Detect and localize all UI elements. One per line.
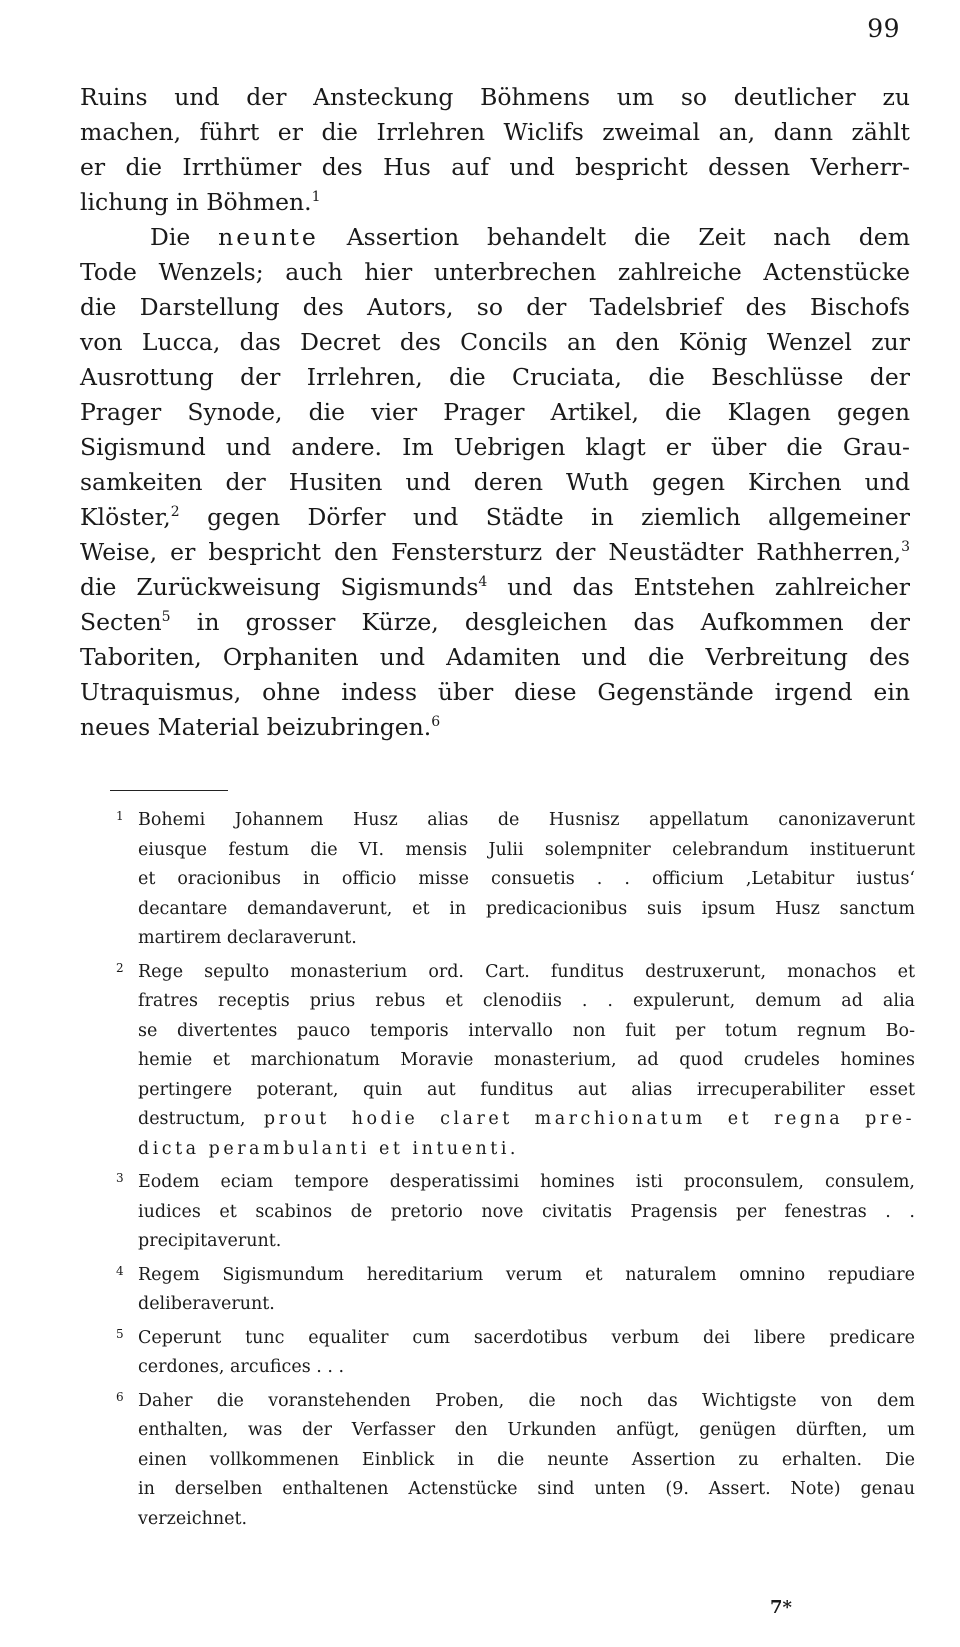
footnote-line: se divertentes pauco temporis intervallo non fuit per totum regnum Bo- <box>138 1020 915 1041</box>
footnote-line: eiusque festum die VI. mensis Julii solempniter celebrandum instituerunt <box>138 839 915 860</box>
footnote-6 <box>110 1387 915 1535</box>
footnote-5 <box>110 1324 915 1383</box>
footnote-line: Bohemi Johannem Husz alias de Husnisz appellatum canonizaverunt <box>138 810 915 830</box>
footnote-line: fratres receptis prius rebus et clenodiis . . expulerunt, demum ad alia <box>138 991 915 1011</box>
text-line: von Lucca, das Decret des Concils an den König Wenzel zur <box>80 328 910 356</box>
text-line: er die Irrthümer des Hus auf und bespricht dessen Verherr- <box>80 153 910 181</box>
footnote-ref: 4 <box>478 574 488 590</box>
footnote-line: martirem declaraverunt. <box>138 928 357 948</box>
footnote-line: Eodem eciam tempore desperatissimi homines isti proconsulem, consulem, <box>138 1172 915 1192</box>
text-fragment: destructum, <box>138 1109 246 1129</box>
footnote-ref: 5 <box>161 609 171 625</box>
text-fragment: die Zurückweisung Sigismunds <box>80 573 479 601</box>
footnote-line: Daher die voranstehenden Proben, die noch das Wichtigste von dem <box>138 1390 915 1411</box>
text-line <box>80 570 910 605</box>
footnote-line: Regem Sigismundum hereditarium verum et naturalem omnino repudiare <box>138 1264 915 1285</box>
footnote-line: dicta perambulanti et intuenti. <box>138 1138 519 1159</box>
text-line: Ruins und der Ansteckung Böhmens um so deutlicher zu <box>80 83 910 111</box>
text-fragment: Assertion behandelt die Zeit nach dem <box>346 223 910 251</box>
text-line <box>80 500 910 535</box>
text-fragment: und das Entstehen zahlreicher <box>507 573 910 601</box>
text-line: Taboriten, Orphaniten und Adamiten und die Verbreitung des <box>80 643 910 671</box>
footnote-line: verzeichnet. <box>138 1508 248 1529</box>
footnote-2 <box>110 958 915 1165</box>
footnote-line: cerdones, arcufices . . . <box>138 1357 345 1377</box>
emphasis-word: neunte <box>218 223 319 251</box>
footnote-line: enthalten, was der Verfasser den Urkunden anfügt, genügen dürften, um <box>138 1420 915 1440</box>
footnote-number: 3 <box>116 1171 124 1185</box>
text-line: Prager Synode, die vier Prager Artikel, die Klagen gegen <box>80 398 910 426</box>
text-line: Utraquismus, ohne indess über diese Gegenstände irgend ein <box>80 678 910 706</box>
text-line: Tode Wenzels; auch hier unterbrechen zahlreiche Actenstücke <box>80 258 910 286</box>
footnote-line: et oracionibus in officio misse consuetis . . officium ‚Letabitur iustus‘ <box>138 869 915 889</box>
body-text <box>80 80 910 745</box>
footnote-line: Rege sepulto monasterium ord. Cart. funditus destruxerunt, monachos et <box>138 961 915 982</box>
footnote-line: decantare demandaverunt, et in predicacionibus suis ipsum Husz sanctum <box>138 898 915 919</box>
emphasis-text: prout hodie claret marchionatum et regna pre- <box>263 1109 915 1129</box>
text-line <box>80 710 910 745</box>
footnote-ref: 3 <box>901 539 910 555</box>
footnote-ref: 6 <box>431 714 441 730</box>
footnote-divider <box>110 790 228 791</box>
footnote-line: iudices et scabinos de pretorio nove civitatis Pragensis per fenestras . . <box>138 1201 915 1222</box>
text-fragment: Die <box>150 223 191 251</box>
footnote-3 <box>110 1168 915 1257</box>
footnote-number: 2 <box>116 960 124 975</box>
page-number: 99 <box>867 14 900 43</box>
text-fragment: Klöster, <box>80 503 171 531</box>
text-fragment: Weise, er bespricht den Fenstersturz der Neustädter Rathherren, <box>80 538 902 566</box>
footnote-number: 5 <box>116 1326 124 1341</box>
text-line: die Darstellung des Autors, so der Tadelsbrief des Bischofs <box>80 293 910 321</box>
footnote-number: 4 <box>116 1263 124 1278</box>
text-fragment: lichung in Böhmen. <box>80 188 312 216</box>
footnote-number: 1 <box>116 809 124 823</box>
footnote-line: deliberaverunt. <box>138 1294 275 1314</box>
footnote-ref: 1 <box>311 189 321 205</box>
footnote-ref: 2 <box>170 504 180 520</box>
footnote-line: in derselben enthaltenen Actenstücke sind unten (9. Assert. Note) genau <box>138 1479 915 1499</box>
footnote-line: Ceperunt tunc equaliter cum sacerdotibus verbum dei libere predicare <box>138 1327 915 1348</box>
footnote-number: 6 <box>116 1389 124 1404</box>
text-line: Ausrottung der Irrlehren, die Cruciata, die Beschlüsse der <box>80 363 910 391</box>
text-line <box>80 185 910 220</box>
footnote-line: pertingere poterant, quin aut funditus aut alias irrecuperabiliter esset <box>138 1079 915 1100</box>
text-fragment: neues Material beizubringen. <box>80 713 432 741</box>
text-line: Sigismund und andere. Im Uebrigen klagt er über die Grau- <box>80 433 910 461</box>
text-line: samkeiten der Husiten und deren Wuth gegen Kirchen und <box>80 468 910 496</box>
footnote-line: hemie et marchionatum Moravie monasterium, ad quod crudeles homines <box>138 1050 915 1070</box>
text-line <box>80 535 910 570</box>
footnote-line: precipitaverunt. <box>138 1231 282 1251</box>
footnote-line <box>138 1105 915 1135</box>
text-line <box>80 220 910 255</box>
text-line <box>80 605 910 640</box>
footnotes <box>110 806 915 1538</box>
footnote-1 <box>110 806 915 954</box>
text-fragment: in grosser Kürze, desgleichen das Aufkommen der <box>196 608 910 636</box>
text-fragment: gegen Dörfer und Städte in ziemlich allgemeiner <box>207 503 910 531</box>
footnote-4 <box>110 1261 915 1320</box>
footnote-line: einen vollkommenen Einblick in die neunte Assertion zu erhalten. Die <box>138 1449 915 1470</box>
text-line: machen, führt er die Irrlehren Wiclifs zweimal an, dann zählt <box>80 118 910 146</box>
text-fragment: Secten <box>80 608 162 636</box>
printer-signature: 7* <box>770 1597 792 1618</box>
